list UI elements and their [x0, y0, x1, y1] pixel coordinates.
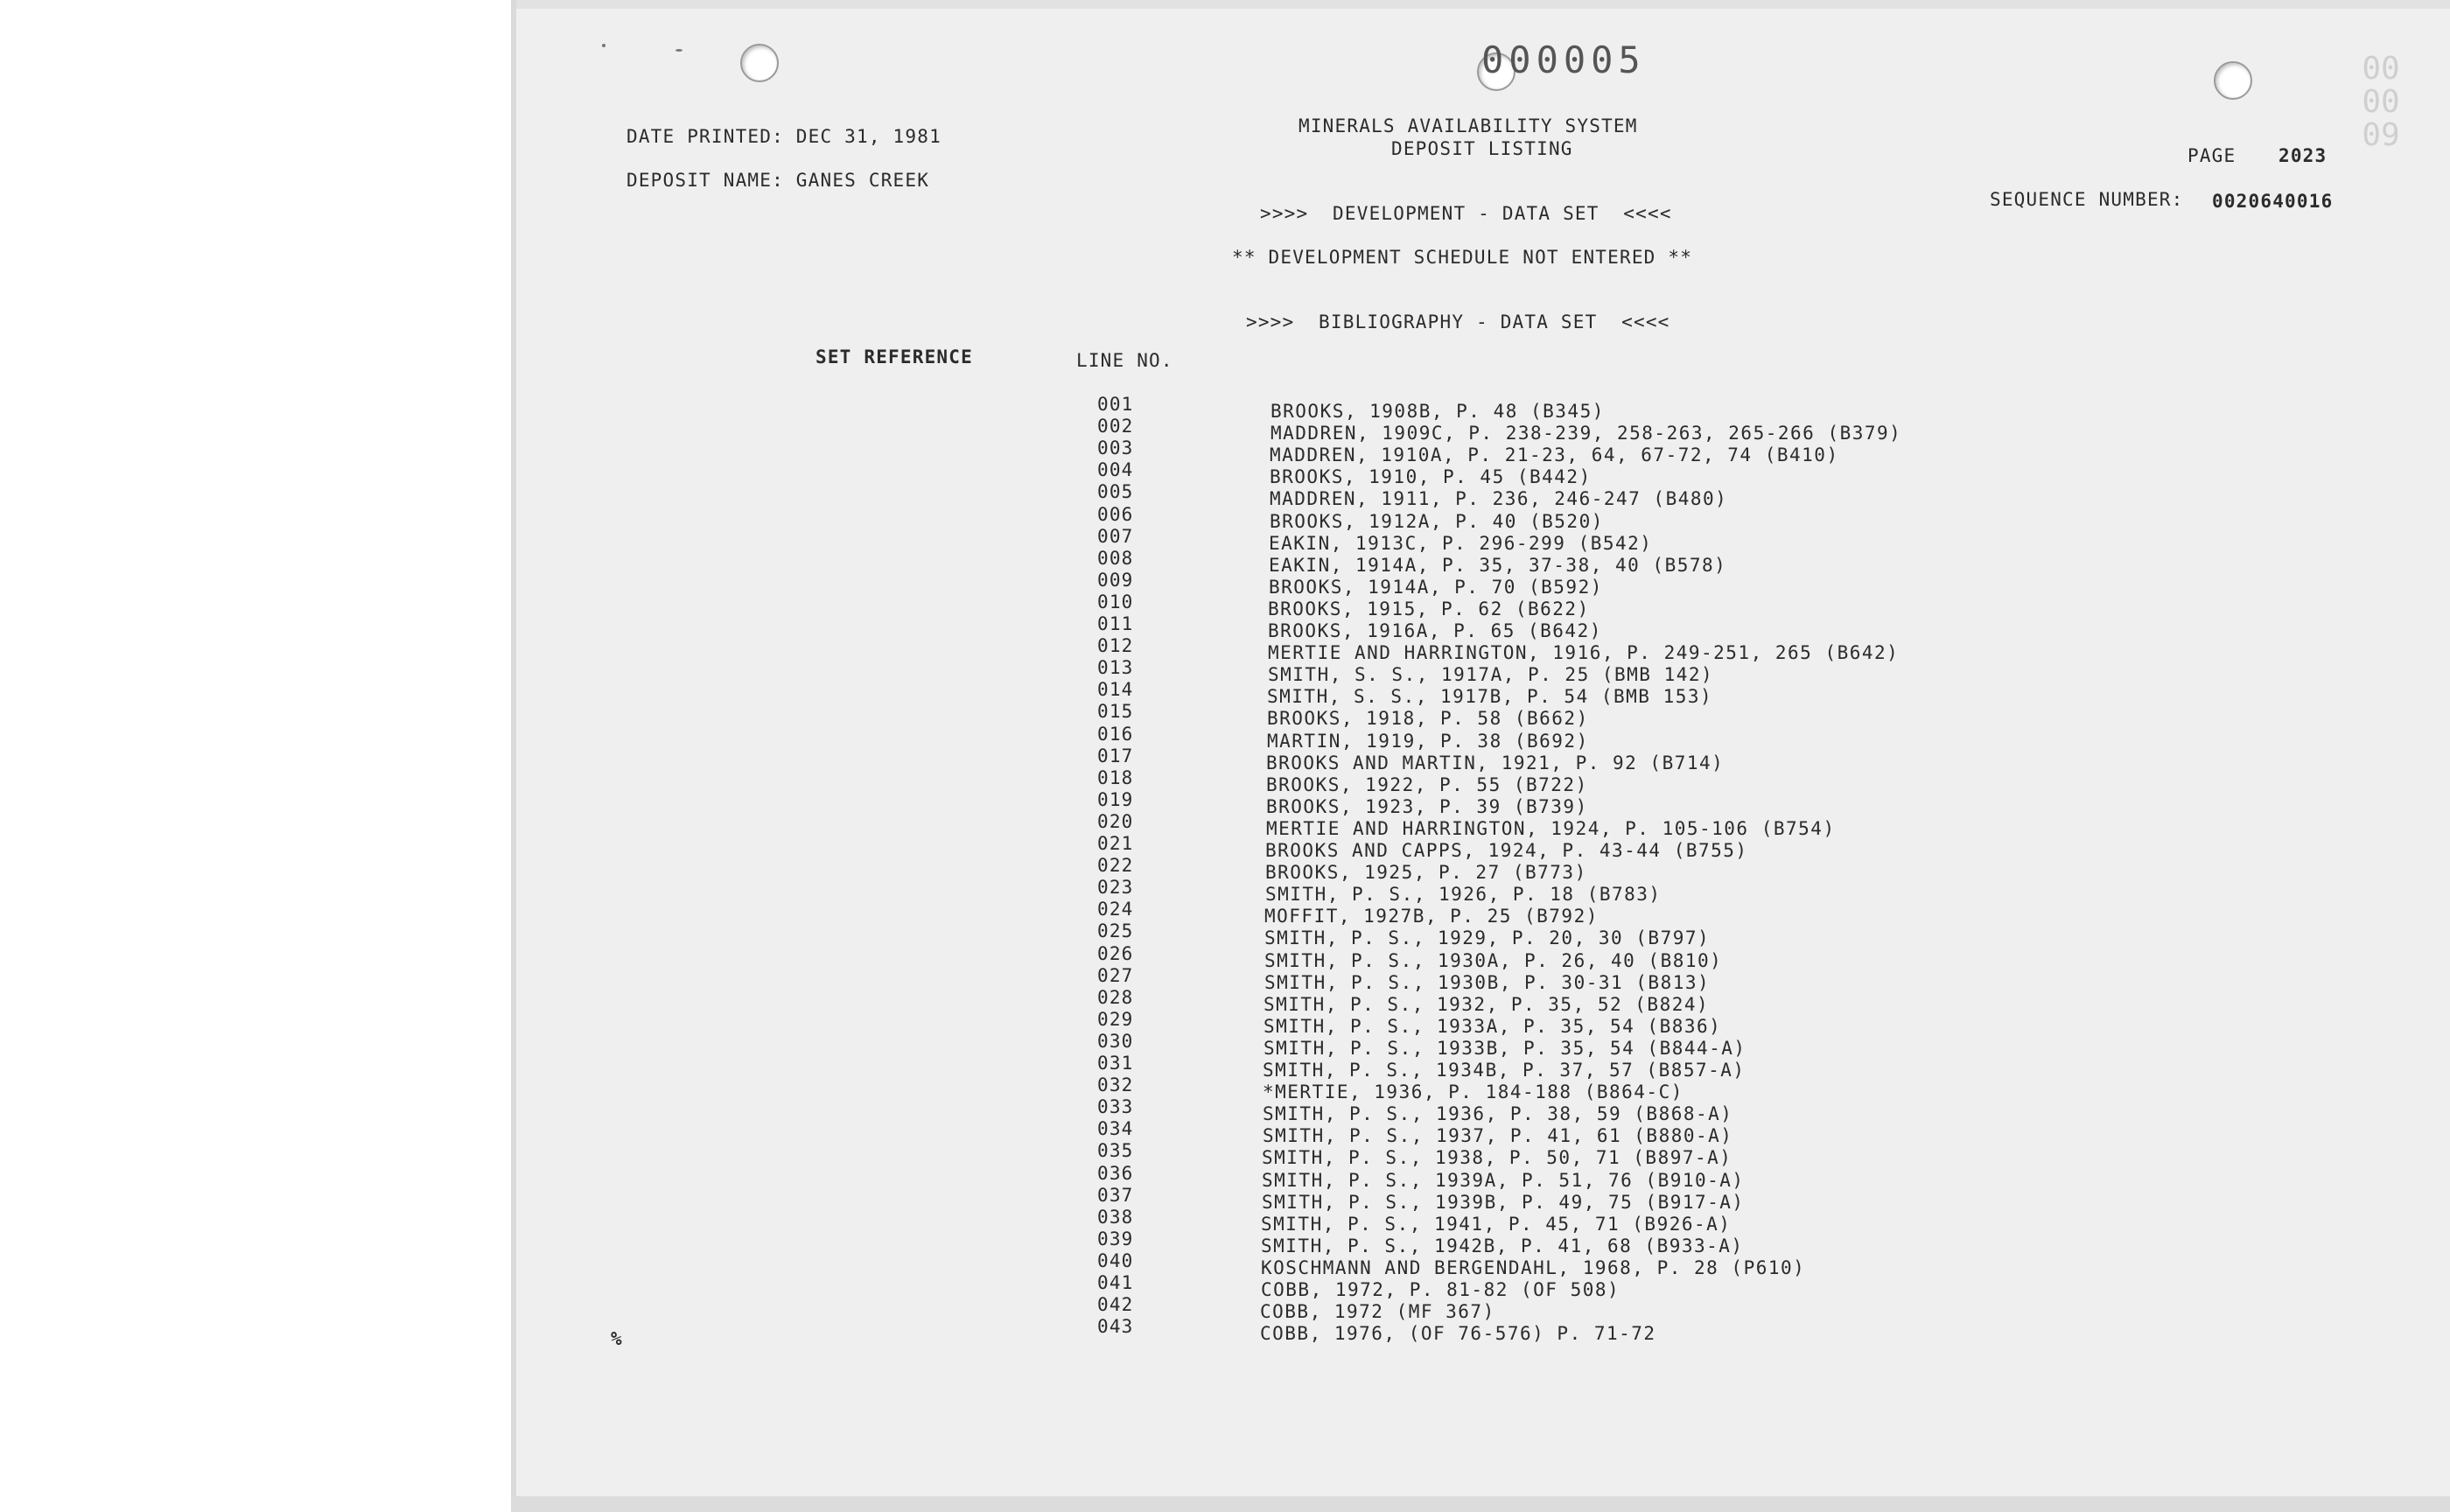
- line-number: 024: [1097, 899, 1134, 920]
- development-note: ** DEVELOPMENT SCHEDULE NOT ENTERED **: [1232, 247, 1693, 268]
- reference-entry: BROOKS, 1914A, P. 70 (B592): [1269, 577, 1603, 598]
- reference-entry: MADDREN, 1909C, P. 238-239, 258-263, 265-266 (B379): [1270, 423, 1902, 444]
- line-number: 010: [1097, 592, 1134, 612]
- line-number: 021: [1097, 833, 1134, 854]
- line-number: 036: [1097, 1163, 1134, 1184]
- line-number: 041: [1097, 1272, 1134, 1293]
- line-number: 043: [1097, 1316, 1134, 1337]
- line-number: 005: [1097, 481, 1134, 502]
- reference-entry: BROOKS, 1912A, P. 40 (B520): [1270, 511, 1604, 532]
- reference-entry: BROOKS, 1925, P. 27 (B773): [1265, 862, 1587, 883]
- sequence-number: 0020640016: [2212, 191, 2334, 212]
- line-number: 022: [1097, 855, 1134, 876]
- reference-entry: *MERTIE, 1936, P. 184-188 (B864-C): [1263, 1082, 1684, 1102]
- reference-entry: MERTIE AND HARRINGTON, 1924, P. 105-106 (B754): [1266, 818, 1836, 839]
- reference-entry: EAKIN, 1913C, P. 296-299 (B542): [1269, 533, 1653, 554]
- line-number: 040: [1097, 1250, 1134, 1271]
- line-number: 035: [1097, 1140, 1134, 1161]
- speck-mark: [676, 49, 682, 52]
- reference-entry: SMITH, P. S., 1929, P. 20, 30 (B797): [1264, 928, 1711, 948]
- line-number: 038: [1097, 1207, 1134, 1228]
- line-number: 008: [1097, 548, 1134, 569]
- punch-hole-right: [2214, 61, 2252, 100]
- page-label: PAGE: [2188, 145, 2236, 166]
- reference-entry: SMITH, P. S., 1939A, P. 51, 76 (B910-A): [1262, 1170, 1745, 1191]
- line-number: 015: [1097, 701, 1134, 722]
- reference-entry: COBB, 1976, (OF 76-576) P. 71-72: [1260, 1323, 1656, 1344]
- listing-title: DEPOSIT LISTING: [1391, 138, 1573, 159]
- line-number: 011: [1097, 613, 1134, 634]
- development-heading: >>>> DEVELOPMENT - DATA SET <<<<: [1260, 203, 1672, 224]
- date-printed: DATE PRINTED: DEC 31, 1981: [626, 126, 942, 147]
- deposit-name: DEPOSIT NAME: GANES CREEK: [626, 170, 930, 191]
- line-number: 009: [1097, 570, 1134, 591]
- line-number: 033: [1097, 1096, 1134, 1117]
- reference-entry: SMITH, P. S., 1932, P. 35, 52 (B824): [1264, 994, 1710, 1015]
- reference-entry: MADDREN, 1910A, P. 21-23, 64, 67-72, 74 (B410): [1270, 444, 1839, 466]
- line-number: 026: [1097, 943, 1134, 964]
- line-number: 002: [1097, 416, 1134, 437]
- line-number: 025: [1097, 920, 1134, 942]
- reference-entry: BROOKS, 1923, P. 39 (B739): [1266, 796, 1588, 817]
- sheet-left-edge: [511, 0, 516, 1512]
- reference-entry: BROOKS, 1910, P. 45 (B442): [1270, 466, 1592, 487]
- reference-entry: SMITH, P. S., 1933A, P. 35, 54 (B836): [1264, 1016, 1722, 1037]
- reference-entry: SMITH, P. S., 1941, P. 45, 71 (B926-A): [1261, 1214, 1732, 1235]
- line-number: 012: [1097, 635, 1134, 656]
- column-header-set-reference: SET REFERENCE: [816, 346, 973, 368]
- line-number: 013: [1097, 657, 1134, 678]
- reference-entry: SMITH, P. S., 1942B, P. 41, 68 (B933-A): [1261, 1236, 1744, 1256]
- sequence-label: SEQUENCE NUMBER:: [1990, 189, 2184, 210]
- reference-entry: SMITH, P. S., 1930A, P. 26, 40 (B810): [1264, 950, 1723, 971]
- reference-entry: COBB, 1972, P. 81-82 (OF 508): [1261, 1279, 1620, 1300]
- line-number: 029: [1097, 1009, 1134, 1030]
- reference-entry: SMITH, P. S., 1934B, P. 37, 57 (B857-A): [1263, 1060, 1746, 1081]
- reference-entry: SMITH, S. S., 1917B, P. 54 (BMB 153): [1267, 686, 1713, 707]
- line-number: 006: [1097, 504, 1134, 525]
- sheet-bottom-edge: [511, 1496, 2450, 1512]
- reference-entry: BROOKS, 1916A, P. 65 (B642): [1268, 620, 1602, 641]
- sheet-top-edge: [511, 0, 2450, 9]
- reference-entry: SMITH, P. S., 1936, P. 38, 59 (B868-A): [1263, 1103, 1733, 1124]
- line-number: 017: [1097, 746, 1134, 766]
- reference-entry: BROOKS AND CAPPS, 1924, P. 43-44 (B755): [1265, 840, 1748, 861]
- reference-entry: BROOKS, 1915, P. 62 (B622): [1268, 598, 1590, 620]
- reference-entry: BROOKS AND MARTIN, 1921, P. 92 (B714): [1266, 752, 1725, 774]
- reference-entry: KOSCHMANN AND BERGENDAHL, 1968, P. 28 (P610): [1261, 1257, 1806, 1278]
- line-number: 031: [1097, 1053, 1134, 1074]
- reference-entry: MADDREN, 1911, P. 236, 246-247 (B480): [1270, 488, 1728, 509]
- speck-mark: [602, 44, 606, 47]
- line-number: 014: [1097, 679, 1134, 700]
- footer-mark: %: [611, 1328, 623, 1349]
- line-number: 019: [1097, 789, 1134, 810]
- bibliography-heading: >>>> BIBLIOGRAPHY - DATA SET <<<<: [1246, 312, 1670, 332]
- ghost-stamp: 000009: [2362, 51, 2400, 153]
- reference-entry: SMITH, P. S., 1930B, P. 30-31 (B813): [1264, 972, 1711, 993]
- reference-entry: SMITH, P. S., 1933B, P. 35, 54 (B844-A): [1264, 1038, 1746, 1059]
- column-header-line-no: LINE NO.: [1076, 350, 1173, 371]
- reference-entry: SMITH, P. S., 1926, P. 18 (B783): [1265, 884, 1662, 905]
- reference-entry: EAKIN, 1914A, P. 35, 37-38, 40 (B578): [1269, 555, 1727, 576]
- line-number: 018: [1097, 767, 1134, 788]
- line-number: 039: [1097, 1228, 1134, 1250]
- line-number: 004: [1097, 459, 1134, 480]
- reference-entry: SMITH, P. S., 1938, P. 50, 71 (B897-A): [1262, 1147, 1732, 1168]
- punch-hole-left: [740, 44, 779, 82]
- reference-entry: SMITH, S. S., 1917A, P. 25 (BMB 142): [1268, 664, 1714, 685]
- system-title: MINERALS AVAILABILITY SYSTEM: [1298, 116, 1638, 136]
- line-number: 034: [1097, 1118, 1134, 1139]
- reference-entry: SMITH, P. S., 1937, P. 41, 61 (B880-A): [1263, 1125, 1733, 1146]
- reference-entry: BROOKS, 1908B, P. 48 (B345): [1270, 401, 1605, 422]
- reference-entry: MERTIE AND HARRINGTON, 1916, P. 249-251, 265 (B642): [1268, 642, 1900, 663]
- reference-entry: MARTIN, 1919, P. 38 (B692): [1267, 731, 1589, 752]
- reference-entry: MOFFIT, 1927B, P. 25 (B792): [1264, 906, 1599, 927]
- line-number: 007: [1097, 526, 1134, 547]
- line-number: 001: [1097, 394, 1134, 415]
- stamp-number: 000005: [1481, 38, 1646, 81]
- reference-entry: SMITH, P. S., 1939B, P. 49, 75 (B917-A): [1262, 1192, 1745, 1213]
- line-number: 027: [1097, 965, 1134, 986]
- line-number: 016: [1097, 724, 1134, 745]
- line-number: 030: [1097, 1031, 1134, 1052]
- line-number: 037: [1097, 1185, 1134, 1206]
- line-number: 003: [1097, 438, 1134, 458]
- line-number: 042: [1097, 1294, 1134, 1315]
- reference-entry: COBB, 1972 (MF 367): [1260, 1301, 1495, 1322]
- reference-entry: BROOKS, 1922, P. 55 (B722): [1266, 774, 1588, 795]
- line-number: 032: [1097, 1074, 1134, 1096]
- line-number: 028: [1097, 987, 1134, 1008]
- reference-entry: BROOKS, 1918, P. 58 (B662): [1267, 708, 1589, 729]
- page-number: 2023: [2278, 145, 2328, 166]
- line-number: 023: [1097, 877, 1134, 898]
- line-number: 020: [1097, 811, 1134, 832]
